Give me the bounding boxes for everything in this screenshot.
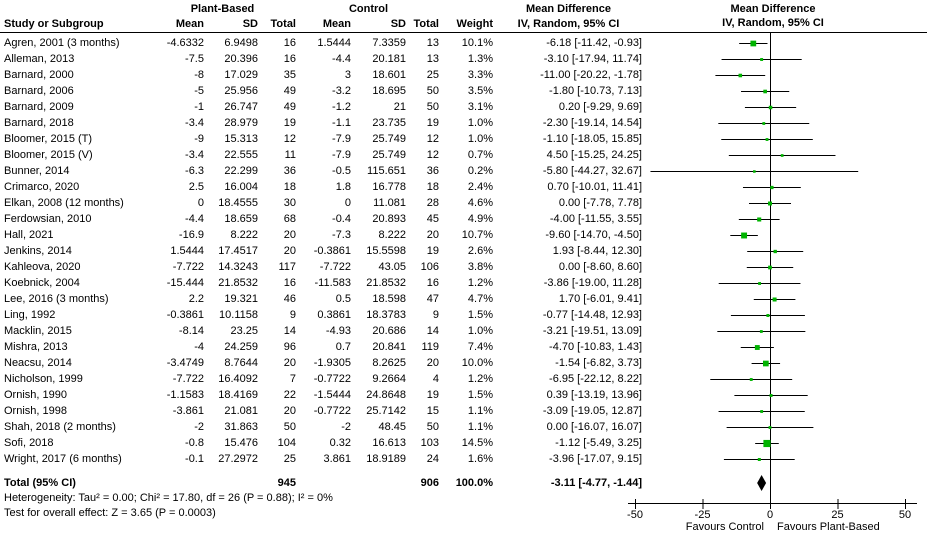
pb-total: 35 <box>283 69 296 81</box>
pb-mean: 2.2 <box>188 293 204 305</box>
study-label: Hall, 2021 <box>4 229 54 241</box>
pb-mean: -8 <box>194 69 204 81</box>
point-estimate-marker <box>766 138 769 141</box>
c-mean: -0.7722 <box>313 405 351 417</box>
study-label: Nicholson, 1999 <box>4 373 83 385</box>
study-label: Ornish, 1998 <box>4 405 67 417</box>
pb-mean: -15.444 <box>166 277 204 289</box>
point-estimate-marker <box>739 74 743 78</box>
point-estimate-marker <box>750 378 753 381</box>
x-axis-tick-label: -50 <box>627 509 643 521</box>
weight: 3.8% <box>467 261 493 273</box>
pb-mean: -0.1 <box>185 453 204 465</box>
c-mean: -4.93 <box>325 325 351 337</box>
pb-mean: -3.861 <box>172 405 204 417</box>
c-sd: 23.735 <box>372 117 406 129</box>
total-pb-total: 945 <box>277 477 296 489</box>
pb-sd: 19.321 <box>224 293 258 305</box>
c-sd: 8.2625 <box>372 357 406 369</box>
pb-total: 30 <box>283 197 296 209</box>
study-label: Elkan, 2008 (12 months) <box>4 197 124 209</box>
study-label: Shah, 2018 (2 months) <box>4 421 116 433</box>
md-ci-text: 0.00 [-16.07, 16.07] <box>546 421 642 433</box>
md-ci-text: 1.70 [-6.01, 9.41] <box>558 293 642 305</box>
c-sd: 24.8648 <box>366 389 406 401</box>
pb-sd: 14.3243 <box>218 261 258 273</box>
c-total: 50 <box>426 421 439 433</box>
c-total: 25 <box>426 69 439 81</box>
c-total: 45 <box>426 213 439 225</box>
pb-total: 36 <box>283 165 296 177</box>
c-sd: 20.841 <box>372 341 406 353</box>
c-mean: 0 <box>344 197 351 209</box>
point-estimate-marker <box>781 154 784 157</box>
pb-mean: -2 <box>194 421 204 433</box>
c-mean: -7.722 <box>319 261 351 273</box>
md-ci-text: 1.93 [-8.44, 12.30] <box>552 245 642 257</box>
c-mean: -7.3 <box>332 229 351 241</box>
pb-mean: 1.5444 <box>170 245 204 257</box>
point-estimate-marker <box>762 122 765 125</box>
pb-total: 96 <box>283 341 296 353</box>
pb-mean: 2.5 <box>188 181 204 193</box>
x-axis-tick-label: 0 <box>766 509 774 521</box>
study-label: Ferdowsian, 2010 <box>4 213 92 225</box>
study-label: Wright, 2017 (6 months) <box>4 453 122 465</box>
weight: 1.0% <box>467 325 493 337</box>
pb-total: 22 <box>283 389 296 401</box>
weight: 1.2% <box>467 277 493 289</box>
pb-mean: -0.3861 <box>166 309 204 321</box>
c-sd: 25.749 <box>372 133 406 145</box>
x-axis-tick-label: -25 <box>694 509 711 521</box>
c-mean: -1.9305 <box>313 357 351 369</box>
c-sd: 20.893 <box>372 213 406 225</box>
total-label: Total (95% CI) <box>4 477 76 489</box>
point-estimate-marker <box>758 282 761 285</box>
group-header-plant-based: Plant-Based <box>190 3 255 15</box>
c-mean: -3.2 <box>332 85 351 97</box>
c-total: 19 <box>426 117 439 129</box>
md-ci-text: 4.50 [-15.25, 24.25] <box>546 149 642 161</box>
col-header-pb-mean: Mean <box>175 18 204 30</box>
weight: 3.1% <box>467 101 493 113</box>
md-ci-text: -3.86 [-19.00, 11.28] <box>543 277 642 289</box>
pb-sd: 16.004 <box>224 181 258 193</box>
col-header-c-sd: SD <box>390 18 406 30</box>
point-estimate-marker <box>755 345 760 350</box>
c-sd: 9.2664 <box>372 373 406 385</box>
weight: 1.5% <box>467 389 493 401</box>
weight: 0.7% <box>467 149 493 161</box>
weight: 14.5% <box>461 437 493 449</box>
md-ci-text: -3.09 [-19.05, 12.87] <box>542 405 642 417</box>
pb-sd: 18.4169 <box>218 389 258 401</box>
study-label: Barnard, 2000 <box>4 69 74 81</box>
c-sd: 8.222 <box>378 229 406 241</box>
c-sd: 16.613 <box>372 437 406 449</box>
md-ci-text: -9.60 [-14.70, -4.50] <box>545 229 642 241</box>
point-estimate-marker <box>769 426 772 429</box>
c-total: 20 <box>426 229 439 241</box>
pb-total: 104 <box>277 437 296 449</box>
md-ci-text: -6.95 [-22.12, 8.22] <box>549 373 642 385</box>
md-ci-text: -2.30 [-19.14, 14.54] <box>542 117 642 129</box>
c-sd: 43.05 <box>378 261 406 273</box>
total-c-total: 906 <box>420 477 439 489</box>
x-axis-tick-label: 25 <box>831 509 844 521</box>
weight: 1.6% <box>467 453 493 465</box>
c-sd: 18.3783 <box>366 309 406 321</box>
pb-mean: -16.9 <box>178 229 204 241</box>
c-sd: 20.181 <box>372 53 406 65</box>
md-ci-text: -1.10 [-18.05, 15.85] <box>542 133 642 145</box>
study-label: Neacsu, 2014 <box>4 357 72 369</box>
c-mean: 0.5 <box>335 293 351 305</box>
c-total: 15 <box>426 405 439 417</box>
c-total: 47 <box>426 293 439 305</box>
md-ci-text: -1.80 [-10.73, 7.13] <box>549 85 642 97</box>
pb-total: 16 <box>283 37 296 49</box>
c-sd: 25.7142 <box>366 405 406 417</box>
c-sd: 15.5598 <box>366 245 406 257</box>
point-estimate-marker <box>770 394 773 397</box>
pb-total: 117 <box>278 261 296 273</box>
pb-sd: 24.259 <box>224 341 258 353</box>
md-ci-text: 0.00 [-8.60, 8.60] <box>558 261 642 273</box>
weight: 1.1% <box>467 405 493 417</box>
c-sd: 21.8532 <box>366 277 406 289</box>
md-ci-text: -1.12 [-5.49, 3.25] <box>555 437 642 449</box>
weight: 2.6% <box>467 245 493 257</box>
c-mean: 0.32 <box>329 437 351 449</box>
weight: 0.2% <box>467 165 493 177</box>
weight: 1.2% <box>467 373 493 385</box>
point-estimate-marker <box>753 170 756 173</box>
pb-total: 7 <box>289 373 296 385</box>
pb-total: 19 <box>283 117 296 129</box>
c-sd: 25.749 <box>372 149 406 161</box>
weight: 1.0% <box>467 133 493 145</box>
study-label: Jenkins, 2014 <box>4 245 72 257</box>
pb-sd: 6.9498 <box>224 37 258 49</box>
md-ci-text: -4.00 [-11.55, 3.55] <box>549 213 642 225</box>
c-sd: 7.3359 <box>372 37 406 49</box>
study-label: Barnard, 2006 <box>4 85 74 97</box>
point-estimate-marker <box>768 202 772 206</box>
point-estimate-marker <box>773 297 777 301</box>
c-mean: -2 <box>341 421 351 433</box>
weight: 4.9% <box>467 213 493 225</box>
study-label: Ornish, 1990 <box>4 389 67 401</box>
c-mean: -1.5444 <box>313 389 351 401</box>
c-total: 106 <box>420 261 439 273</box>
pb-total: 68 <box>283 213 296 225</box>
pb-sd: 22.299 <box>224 165 258 177</box>
pb-sd: 28.979 <box>224 117 258 129</box>
c-total: 50 <box>426 101 439 113</box>
pb-total: 46 <box>283 293 296 305</box>
pb-total: 14 <box>283 325 296 337</box>
c-mean: -0.5 <box>332 165 351 177</box>
c-mean: -0.3861 <box>313 245 351 257</box>
pb-sd: 15.313 <box>224 133 258 145</box>
pb-mean: -7.722 <box>172 373 204 385</box>
c-sd: 18.598 <box>372 293 406 305</box>
pb-sd: 21.081 <box>224 405 258 417</box>
c-total: 28 <box>426 197 439 209</box>
weight: 10.0% <box>461 357 493 369</box>
study-label: Lee, 2016 (3 months) <box>4 293 109 305</box>
c-total: 12 <box>426 133 439 145</box>
pb-total: 20 <box>283 405 296 417</box>
weight: 1.1% <box>467 421 493 433</box>
c-mean: -1.2 <box>332 101 351 113</box>
md-ci-text: 0.39 [-13.19, 13.96] <box>546 389 642 401</box>
c-total: 13 <box>426 37 439 49</box>
md-ci-text: -11.00 [-20.22, -1.78] <box>540 69 642 81</box>
pb-sd: 22.555 <box>224 149 258 161</box>
point-estimate-marker <box>757 217 761 221</box>
pb-sd: 15.476 <box>224 437 258 449</box>
col-header-md-ci: IV, Random, 95% CI <box>517 18 620 30</box>
pb-sd: 16.4092 <box>218 373 258 385</box>
pb-sd: 31.863 <box>224 421 258 433</box>
pb-mean: -6.3 <box>185 165 204 177</box>
pb-mean: -3.4 <box>185 149 204 161</box>
point-estimate-marker <box>760 410 763 413</box>
c-total: 9 <box>432 309 439 321</box>
weight: 7.4% <box>467 341 493 353</box>
col-header-weight: Weight <box>456 18 493 30</box>
pb-total: 49 <box>283 85 296 97</box>
pb-total: 11 <box>284 149 296 161</box>
pb-sd: 23.25 <box>230 325 258 337</box>
c-total: 50 <box>426 85 439 97</box>
c-sd: 18.695 <box>372 85 406 97</box>
pb-total: 20 <box>283 229 296 241</box>
pb-total: 49 <box>283 101 296 113</box>
c-sd: 18.9189 <box>366 453 406 465</box>
study-label: Bloomer, 2015 (V) <box>4 149 93 161</box>
md-ci-text: 0.00 [-7.78, 7.78] <box>558 197 642 209</box>
plot-title-line1: Mean Difference <box>730 3 816 15</box>
point-estimate-marker <box>758 458 761 461</box>
pb-mean: -3.4 <box>185 117 204 129</box>
pb-total: 16 <box>283 53 296 65</box>
col-header-study: Study or Subgroup <box>4 18 104 30</box>
c-mean: 1.5444 <box>317 37 351 49</box>
md-ci-text: 0.20 [-9.29, 9.69] <box>558 101 642 113</box>
weight: 1.5% <box>467 309 493 321</box>
c-total: 12 <box>426 149 439 161</box>
pb-sd: 8.222 <box>230 229 258 241</box>
pb-sd: 18.4555 <box>218 197 258 209</box>
pb-mean: -0.8 <box>185 437 204 449</box>
total-diamond <box>757 475 766 491</box>
c-total: 19 <box>426 389 439 401</box>
pb-mean: -4.4 <box>185 213 204 225</box>
c-total: 24 <box>426 453 439 465</box>
total-weight: 100.0% <box>455 477 493 489</box>
col-header-c-mean: Mean <box>322 18 351 30</box>
c-total: 18 <box>426 181 439 193</box>
point-estimate-marker <box>760 58 763 61</box>
pb-mean: -9 <box>194 133 204 145</box>
pb-sd: 17.029 <box>224 69 258 81</box>
pb-sd: 25.956 <box>224 85 258 97</box>
weight: 3.3% <box>467 69 493 81</box>
c-mean: -4.4 <box>332 53 351 65</box>
pb-mean: -8.14 <box>178 325 204 337</box>
study-label: Kahleova, 2020 <box>4 261 81 273</box>
c-total: 4 <box>432 373 439 385</box>
group-header-control: Control <box>348 3 389 15</box>
c-mean: 0.3861 <box>317 309 351 321</box>
c-sd: 20.686 <box>372 325 406 337</box>
pb-sd: 20.396 <box>224 53 258 65</box>
pb-mean: 0 <box>197 197 204 209</box>
md-ci-text: -4.70 [-10.83, 1.43] <box>549 341 642 353</box>
weight: 1.0% <box>467 117 493 129</box>
weight: 10.7% <box>461 229 493 241</box>
point-estimate-marker <box>760 330 763 333</box>
c-mean: -7.9 <box>332 149 351 161</box>
md-ci-text: -0.77 [-14.48, 12.93] <box>542 309 642 321</box>
pb-total: 9 <box>289 309 296 321</box>
point-estimate-marker <box>774 250 777 253</box>
pb-total: 25 <box>283 453 296 465</box>
point-estimate-marker <box>766 314 769 317</box>
pb-total: 50 <box>283 421 296 433</box>
point-estimate-marker <box>763 90 767 94</box>
md-ci-text: -1.54 [-6.82, 3.73] <box>555 357 642 369</box>
md-ci-text: -3.21 [-19.51, 13.09] <box>542 325 642 337</box>
md-ci-text: -3.96 [-17.07, 9.15] <box>549 453 642 465</box>
c-total: 13 <box>426 53 439 65</box>
c-total: 103 <box>420 437 439 449</box>
pb-sd: 18.659 <box>224 213 258 225</box>
c-total: 119 <box>421 341 439 353</box>
col-header-c-total: Total <box>413 18 439 30</box>
point-estimate-marker <box>750 41 756 47</box>
heterogeneity-text: Heterogeneity: Tau² = 0.00; Chi² = 17.80, df = 26 (P = 0.88); I² = 0% <box>4 492 333 504</box>
c-total: 16 <box>426 277 439 289</box>
study-label: Alleman, 2013 <box>4 53 75 65</box>
point-estimate-marker <box>770 186 773 189</box>
pb-sd: 17.4517 <box>218 245 258 257</box>
pb-total: 20 <box>283 357 296 369</box>
axis-label-favours-plant-based: Favours Plant-Based <box>777 521 880 533</box>
c-total: 20 <box>426 357 439 369</box>
pb-mean: -3.4749 <box>166 357 204 369</box>
md-ci-text: -3.10 [-17.94, 11.74] <box>543 53 642 65</box>
weight: 4.6% <box>467 197 493 209</box>
study-label: Crimarco, 2020 <box>4 181 80 193</box>
pb-total: 20 <box>283 245 296 257</box>
study-label: Mishra, 2013 <box>4 341 68 353</box>
pb-sd: 27.2972 <box>218 453 258 465</box>
pb-sd: 26.747 <box>224 101 258 113</box>
pb-total: 12 <box>283 133 296 145</box>
overall-effect-text: Test for overall effect: Z = 3.65 (P = 0.0003) <box>4 507 216 519</box>
c-mean: -0.7722 <box>313 373 351 385</box>
pb-mean: -7.5 <box>185 53 204 65</box>
c-mean: 1.8 <box>335 181 351 193</box>
weight: 10.1% <box>461 37 493 49</box>
study-label: Bloomer, 2015 (T) <box>4 133 93 145</box>
md-ci-text: 0.70 [-10.01, 11.41] <box>547 181 642 193</box>
x-axis-tick-label: 50 <box>898 509 912 521</box>
c-sd: 115.651 <box>367 165 406 177</box>
c-mean: 3.861 <box>323 453 351 465</box>
c-sd: 18.601 <box>372 69 406 81</box>
col-header-pb-sd: SD <box>242 18 258 30</box>
pb-mean: -4 <box>194 341 204 353</box>
c-total: 36 <box>426 165 439 177</box>
study-label: Agren, 2001 (3 months) <box>4 37 120 49</box>
weight: 4.7% <box>467 293 493 305</box>
md-ci-text: -6.18 [-11.42, -0.93] <box>546 37 642 49</box>
point-estimate-marker <box>741 233 747 239</box>
study-label: Ling, 1992 <box>4 309 56 321</box>
md-ci-text: -5.80 [-44.27, 32.67] <box>542 165 642 177</box>
c-mean: -11.583 <box>314 277 351 289</box>
pb-mean: -4.6332 <box>166 37 204 49</box>
pb-total: 18 <box>283 181 296 193</box>
c-mean: -1.1 <box>332 117 351 129</box>
point-estimate-marker <box>763 361 769 367</box>
c-sd: 11.081 <box>373 197 406 209</box>
study-label: Sofi, 2018 <box>4 437 54 449</box>
group-header-mean-difference: Mean Difference <box>526 3 611 15</box>
c-mean: -7.9 <box>332 133 351 145</box>
pb-mean: -1 <box>194 101 204 113</box>
c-total: 19 <box>426 245 439 257</box>
point-estimate-marker <box>768 266 772 270</box>
point-estimate-marker <box>769 106 772 109</box>
c-mean: 3 <box>344 69 351 81</box>
pb-total: 16 <box>283 277 296 289</box>
study-label: Barnard, 2018 <box>4 117 74 129</box>
total-md-ci-text: -3.11 [-4.77, -1.44] <box>550 477 642 489</box>
c-sd: 48.45 <box>378 421 406 433</box>
pb-sd: 10.1158 <box>219 309 258 321</box>
weight: 2.4% <box>467 181 493 193</box>
point-estimate-marker <box>763 440 770 447</box>
pb-sd: 21.8532 <box>218 277 258 289</box>
weight: 3.5% <box>467 85 493 97</box>
axis-label-favours-control: Favours Control <box>685 521 764 533</box>
study-label: Bunner, 2014 <box>4 165 70 177</box>
study-label: Koebnick, 2004 <box>4 277 80 289</box>
study-label: Barnard, 2009 <box>4 101 74 113</box>
c-total: 14 <box>426 325 439 337</box>
plot-title-line2: IV, Random, 95% CI <box>722 17 824 29</box>
c-sd: 21 <box>393 101 406 113</box>
c-mean: 0.7 <box>335 341 351 353</box>
pb-mean: -5 <box>194 85 204 97</box>
col-header-pb-total: Total <box>270 18 296 30</box>
pb-sd: 8.7644 <box>224 357 258 369</box>
weight: 1.3% <box>467 53 493 65</box>
c-sd: 16.778 <box>372 181 406 193</box>
pb-mean: -1.1583 <box>166 389 204 401</box>
c-mean: -0.4 <box>332 213 351 225</box>
study-label: Macklin, 2015 <box>4 325 72 337</box>
pb-mean: -7.722 <box>172 261 204 273</box>
